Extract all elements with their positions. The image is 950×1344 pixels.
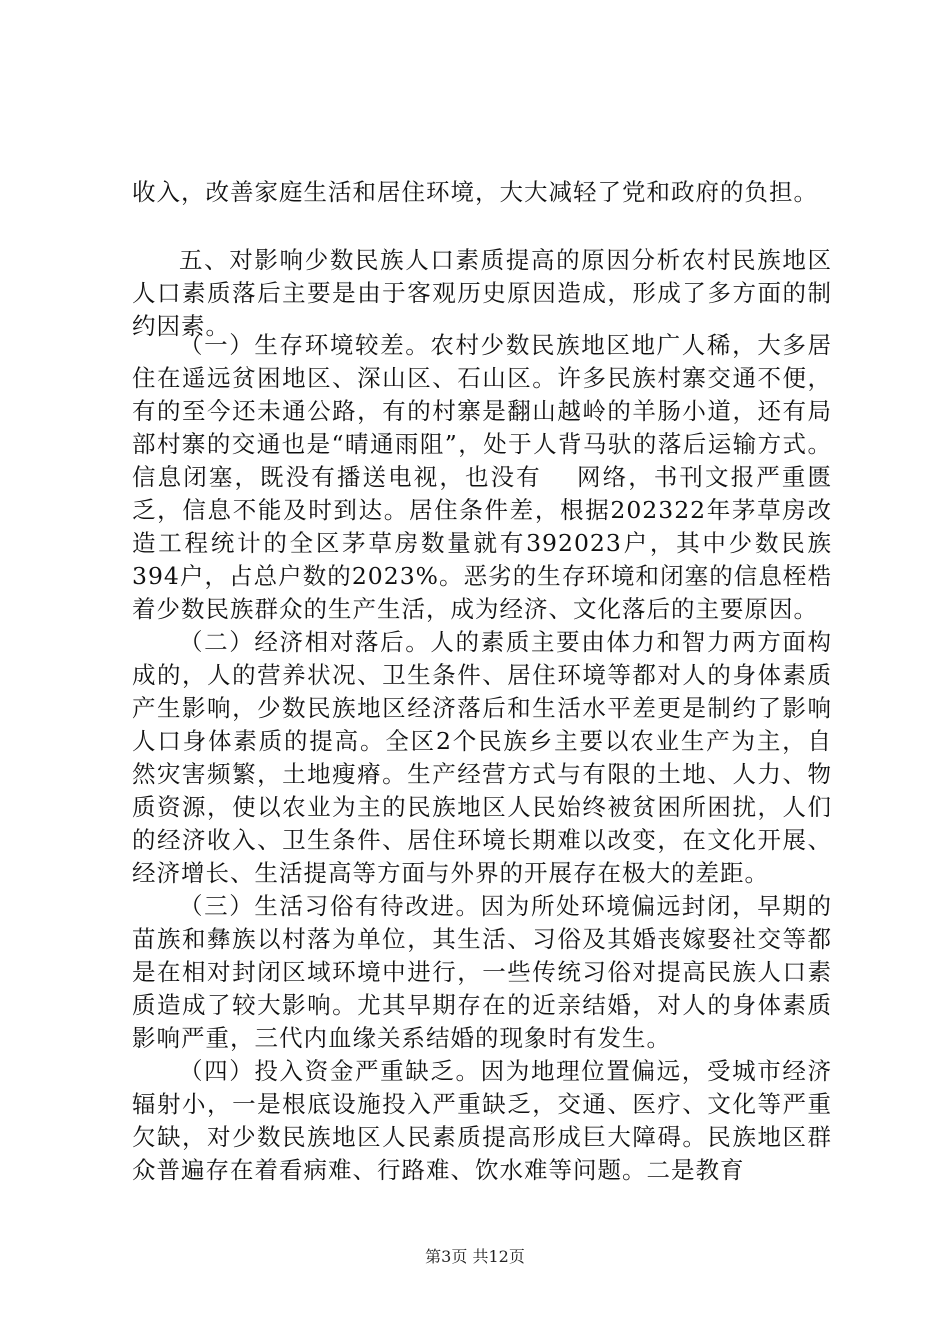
section-paragraph-3: （三）生活习俗有待改进。因为所处环境偏远封闭，早期的苗族和彝族以村落为单位，其生活、习俗及其婚丧嫁娶社交等都是在相对封闭区域环境中进行，一些传统习俗对提高民族人口素质造成了较大影响。尤其早期存在的近亲结婚，对人的身体素质影响严重，三代内血缘关系结婚的现象时有发生。 — [132, 892, 832, 1052]
section-paragraph-4: （四）投入资金严重缺乏。因为地理位置偏远，受城市经济辐射小，一是根底设施投入严重缺乏，交通、医疗、文化等严重欠缺，对少数民族地区人民素质提高形成巨大障碍。民族地区群众普遍存在着看病难、行路难、饮水难等问题。二是教育 — [132, 1057, 832, 1184]
page-number: 第3页 — [425, 1247, 468, 1266]
section-heading-paragraph: 五、对影响少数民族人口素质提高的原因分析农村民族地区人口素质落后主要是由于客观历史原因造成，形成了多方面的制约因素。 — [132, 246, 832, 340]
intro-line: 收入，改善家庭生活和居住环境，大大减轻了党和政府的负担。 — [132, 178, 818, 206]
page-footer — [0, 1247, 950, 1267]
section-paragraph-2: （二）经济相对落后。人的素质主要由体力和智力两方面构成的，人的营养状况、卫生条件、居住环境等都对人的身体素质产生影响，少数民族地区经济落后和生活水平差更是制约了影响人口身体素质的提高。全区2个民族乡主要以农业生产为主，自然灾害频繁，土地瘦瘠。生产经营方式与有限的土地、人力、物质资源，使以农业为主的民族地区人民始终被贫困所困扰，人们的经济收入、卫生条件、居住环境长期难以改变，在文化开展、经济增长、生活提高等方面与外界的开展存在极大的差距。 — [132, 628, 832, 887]
page-total: 共12页 — [472, 1247, 525, 1266]
section-paragraph-1: （一）生存环境较差。农村少数民族地区地广人稀，大多居住在遥远贫困地区、深山区、石山区。许多民族村寨交通不便，有的至今还未通公路，有的村寨是翻山越岭的羊肠小道，还有局部村寨的交通也是“晴通雨阻”，处于人背马驮的落后运输方式。信息闭塞，既没有播送电视，也没有 网络，书刊文报严重匮乏，信息不能及时到达。居住条件差，根据202322年茅草房改造工程统计的全区茅草房数量就有392023户，其中少数民族394户，占总户数的2023%。恶劣的生存环境和闭塞的信息桎梏着少数民族群众的生产生活，成为经济、文化落后的主要原因。 — [132, 331, 832, 623]
sections-block — [132, 329, 832, 1187]
